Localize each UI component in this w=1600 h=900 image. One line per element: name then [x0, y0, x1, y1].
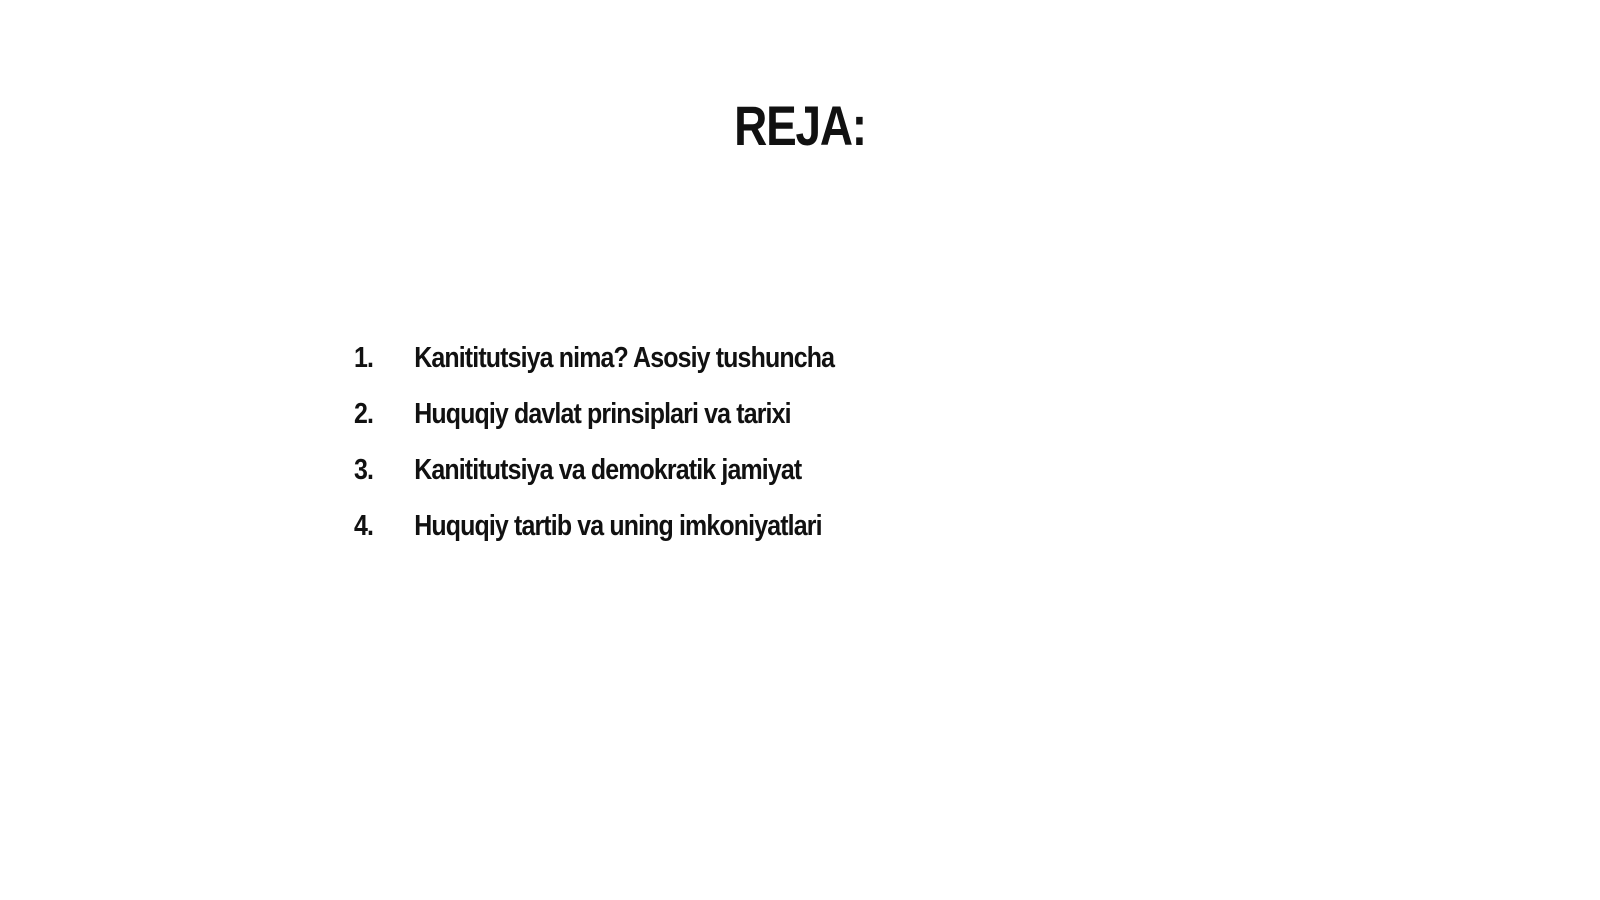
plan-item-number: 1. [354, 341, 374, 374]
plan-item [354, 386, 834, 442]
plan-item [354, 442, 834, 498]
plan-item-number: 2. [354, 397, 374, 430]
plan-item-number: 3. [354, 453, 374, 486]
plan-item-text: Huquqiy davlat prinsiplari va tarixi [414, 397, 791, 430]
plan-item-text: Kanititutsiya va demokratik jamiyat [414, 453, 802, 486]
plan-item [354, 330, 834, 386]
plan-item-text: Huquqiy tartib va uning imkoniyatlari [414, 509, 822, 542]
plan-item-text: Kanititutsiya nima? Asosiy tushuncha [414, 341, 835, 374]
plan-item [354, 498, 834, 554]
plan-item-number: 4. [354, 509, 374, 542]
slide-title: REJA: [734, 94, 866, 157]
plan-list [354, 330, 912, 554]
